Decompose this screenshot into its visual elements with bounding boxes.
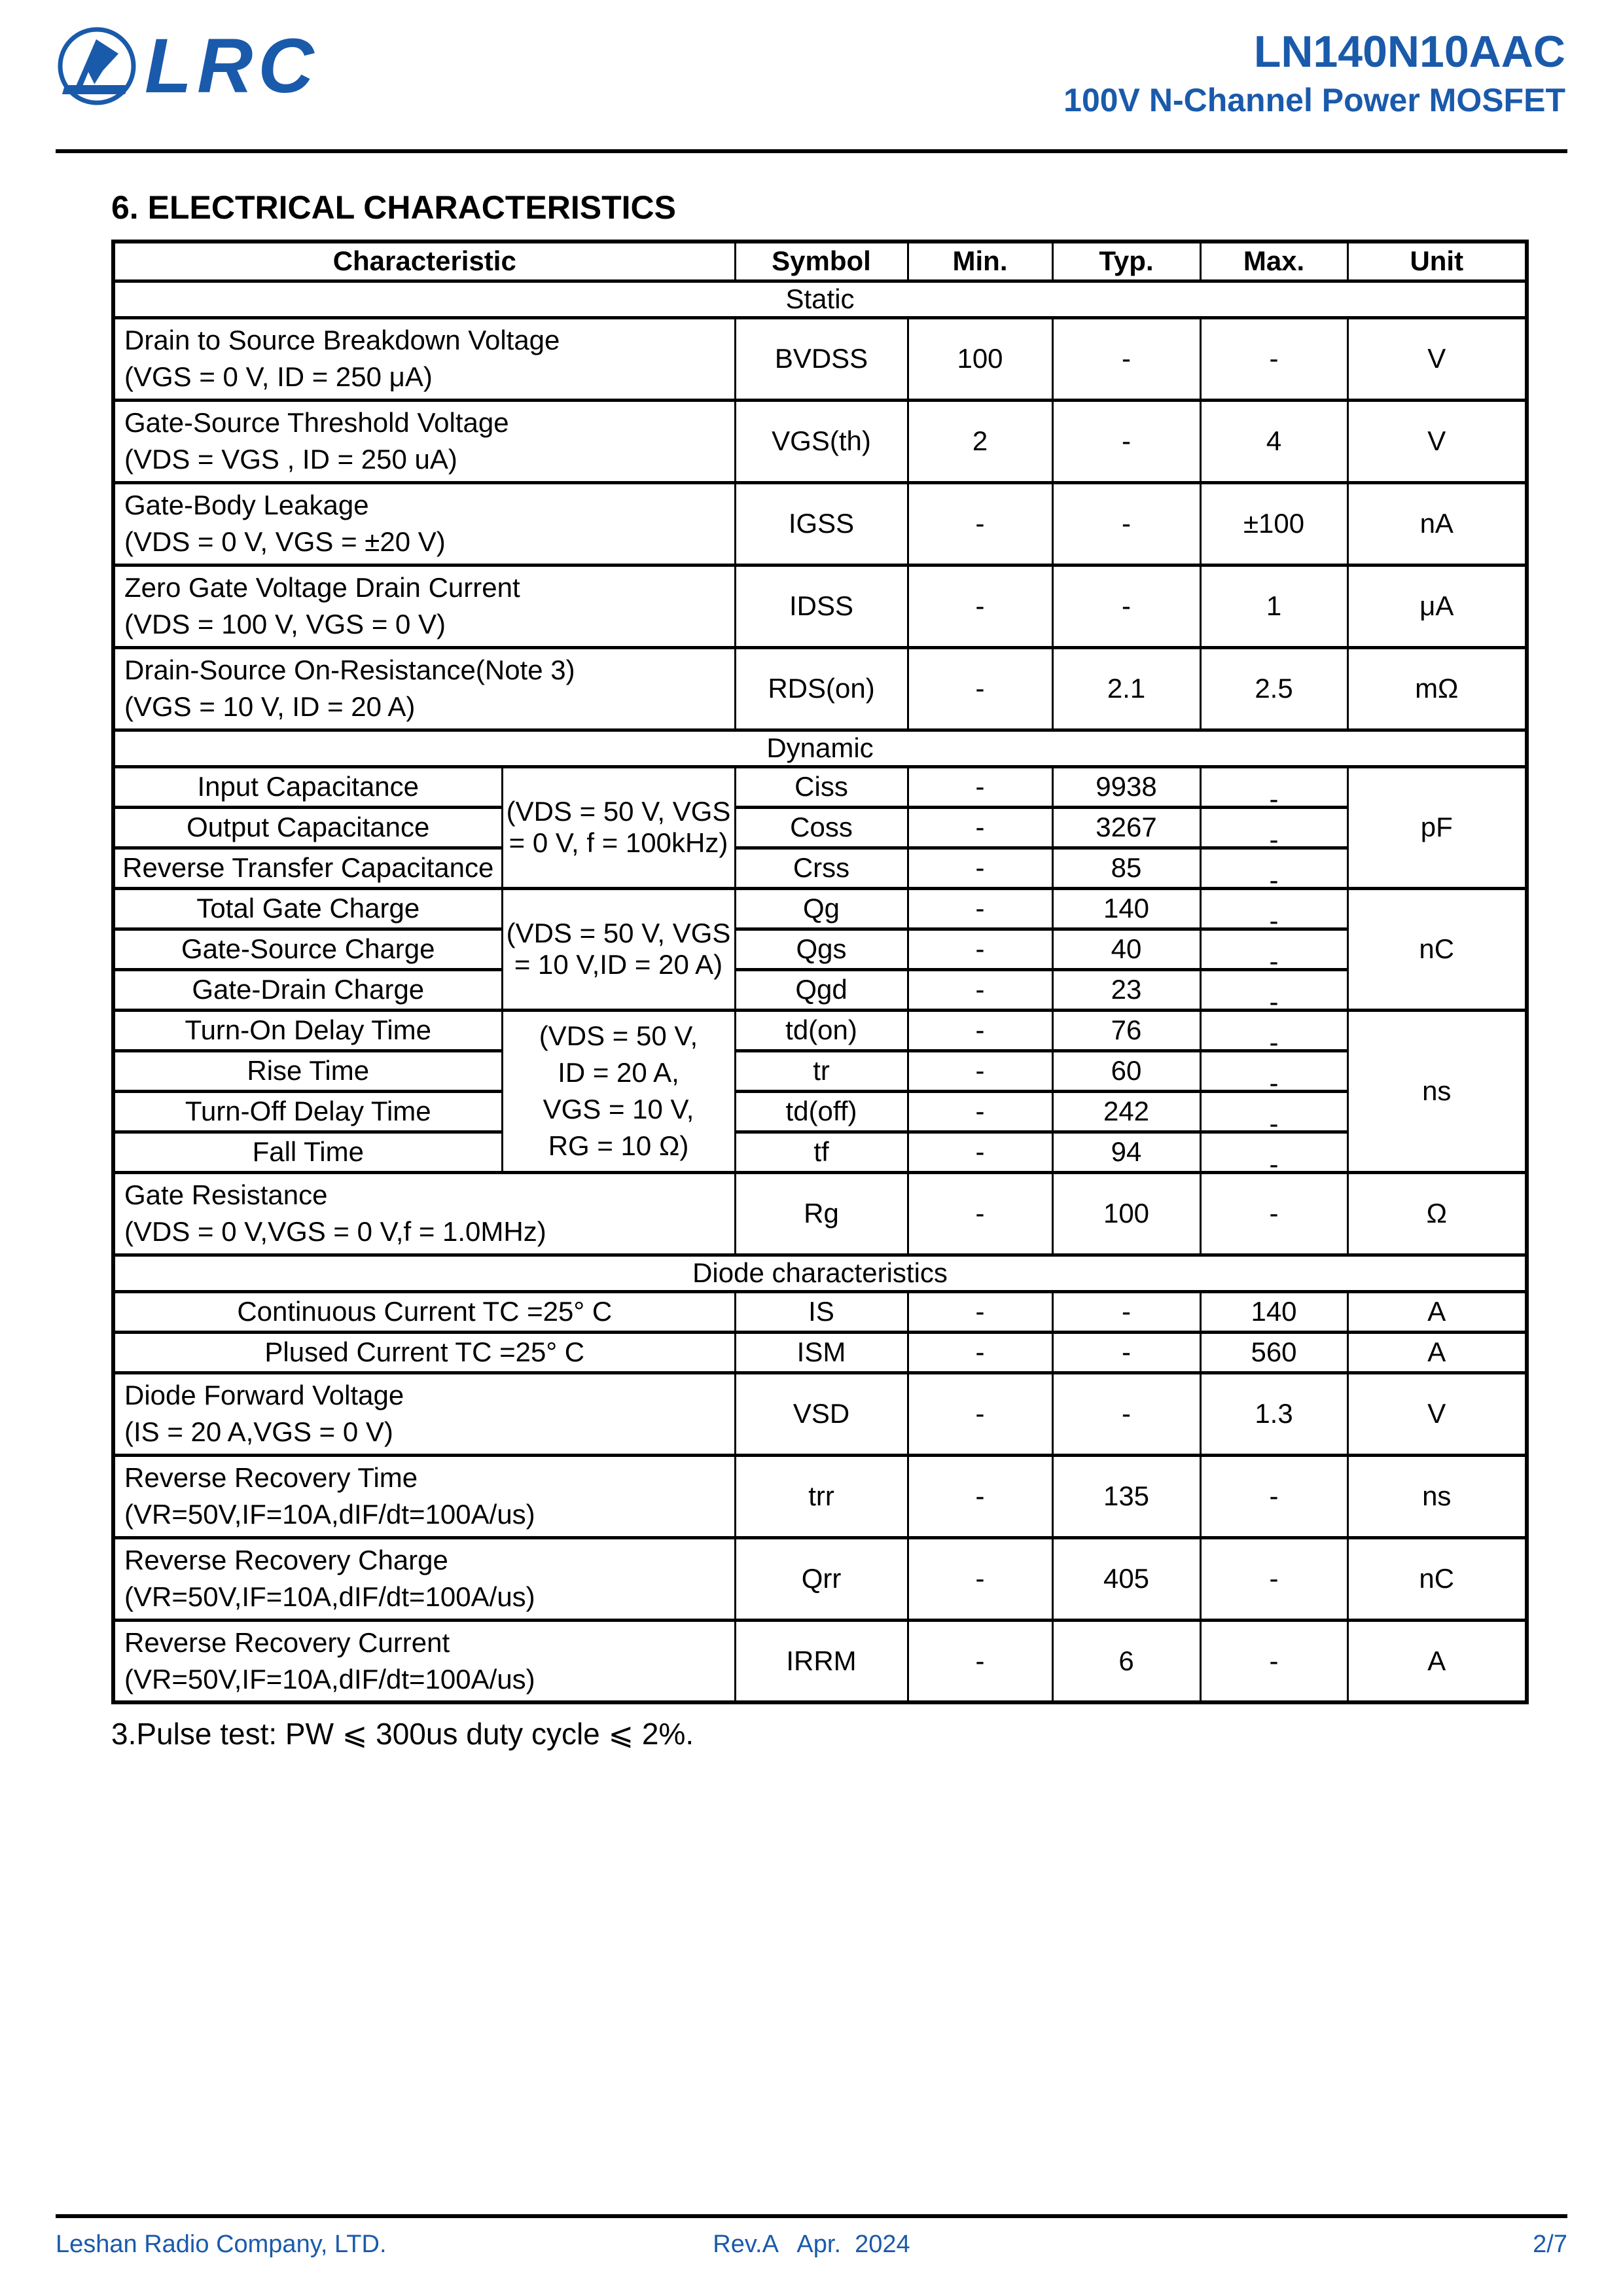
min-cell: - — [908, 1291, 1052, 1332]
max-cell: - — [1200, 1620, 1347, 1702]
table-row — [113, 1132, 1527, 1172]
characteristic-cell — [113, 565, 735, 647]
table-row — [113, 1332, 1527, 1372]
condition-cell — [502, 888, 735, 1010]
characteristic-condition: (VDS = 0 V,VGS = 0 V,f = 1.0MHz) — [124, 1216, 546, 1247]
max-cell: - — [1200, 1172, 1347, 1255]
section-row-diode — [113, 1255, 1527, 1291]
typ-cell: 9938 — [1052, 766, 1200, 807]
characteristic-name: Gate-Source Threshold Voltage — [124, 407, 509, 438]
characteristic-name: Reverse Recovery Time — [124, 1462, 418, 1493]
characteristic-cell — [113, 1172, 735, 1255]
min-cell: - — [908, 807, 1052, 848]
min-cell: - — [908, 565, 1052, 647]
table-header-row — [113, 242, 1527, 281]
characteristic-name-cell: Turn-On Delay Time — [113, 1010, 502, 1050]
typ-cell: - — [1052, 565, 1200, 647]
max-value: - — [1269, 946, 1279, 969]
unit-cell: A — [1347, 1620, 1527, 1702]
min-cell: - — [908, 888, 1052, 929]
characteristic-condition: (IS = 20 A,VGS = 0 V) — [124, 1416, 393, 1447]
unit-cell: V — [1347, 400, 1527, 482]
table-row — [113, 929, 1527, 969]
symbol-cell: Qgd — [735, 969, 908, 1010]
footer-page-number: 2/7 — [1533, 2231, 1567, 2258]
unit-cell: A — [1347, 1291, 1527, 1332]
unit-cell: ns — [1347, 1010, 1527, 1172]
section-row-dynamic — [113, 730, 1527, 766]
condition-line: (VDS = 50 V, — [539, 1020, 698, 1051]
condition-line: VGS = 10 V, — [543, 1094, 694, 1124]
max-value: - — [1269, 905, 1279, 929]
characteristic-cell — [113, 1372, 735, 1455]
max-cell — [1200, 1091, 1347, 1132]
characteristic-name-cell: Total Gate Charge — [113, 888, 502, 929]
main-content — [111, 188, 1525, 1751]
symbol-cell: ISM — [735, 1332, 908, 1372]
page-subtitle: 100V N-Channel Power MOSFET — [1063, 81, 1565, 118]
condition-line: = 10 V,ID = 20 A) — [514, 949, 723, 980]
characteristic-name: Drain-Source On-Resistance(Note 3) — [124, 655, 575, 685]
unit-cell: mΩ — [1347, 647, 1527, 730]
max-cell — [1200, 969, 1347, 1010]
max-cell: 140 — [1200, 1291, 1347, 1332]
max-cell: 4 — [1200, 400, 1347, 482]
condition-line: = 0 V, f = 100kHz) — [508, 827, 728, 858]
unit-cell: ns — [1347, 1455, 1527, 1537]
characteristic-condition: (VDS = 100 V, VGS = 0 V) — [124, 609, 446, 639]
typ-cell: - — [1052, 400, 1200, 482]
symbol-cell: IRRM — [735, 1620, 908, 1702]
max-value: - — [1269, 986, 1279, 1010]
symbol-cell: td(on) — [735, 1010, 908, 1050]
brand-text: LRC — [145, 23, 319, 109]
col-header-min: Min. — [908, 242, 1052, 281]
max-value: - — [1269, 1108, 1279, 1132]
typ-cell: - — [1052, 1291, 1200, 1332]
unit-cell: Ω — [1347, 1172, 1527, 1255]
company-logo — [56, 25, 319, 107]
table-row — [113, 1620, 1527, 1702]
min-cell: - — [908, 482, 1052, 565]
characteristic-name-cell: Fall Time — [113, 1132, 502, 1172]
condition-line: (VDS = 50 V, VGS — [506, 918, 731, 948]
table-row — [113, 848, 1527, 888]
pulse-test-note: 3.Pulse test: PW ⩽ 300us duty cycle ⩽ 2%. — [111, 1717, 694, 1751]
symbol-cell: IDSS — [735, 565, 908, 647]
symbol-cell: Qgs — [735, 929, 908, 969]
header-rule — [56, 149, 1567, 153]
table-row — [113, 1291, 1527, 1332]
symbol-cell: tf — [735, 1132, 908, 1172]
max-cell: 1.3 — [1200, 1372, 1347, 1455]
max-cell: ±100 — [1200, 482, 1347, 565]
min-cell: - — [908, 1091, 1052, 1132]
symbol-cell: VSD — [735, 1372, 908, 1455]
typ-cell: - — [1052, 317, 1200, 400]
typ-cell: 2.1 — [1052, 647, 1200, 730]
condition-line: ID = 20 A, — [558, 1057, 679, 1088]
min-cell: 2 — [908, 400, 1052, 482]
part-number: LN140N10AAC — [1253, 27, 1565, 77]
max-cell: 1 — [1200, 565, 1347, 647]
typ-cell: - — [1052, 1332, 1200, 1372]
max-cell — [1200, 807, 1347, 848]
typ-cell: 135 — [1052, 1455, 1200, 1537]
characteristic-name: Gate-Body Leakage — [124, 490, 369, 520]
section-label: Dynamic — [113, 730, 1527, 766]
characteristic-cell — [113, 317, 735, 400]
min-cell: - — [908, 1332, 1052, 1372]
min-cell: - — [908, 1620, 1052, 1702]
max-cell: 2.5 — [1200, 647, 1347, 730]
condition-line: (VDS = 50 V, VGS — [506, 796, 731, 827]
unit-cell: A — [1347, 1332, 1527, 1372]
max-cell — [1200, 888, 1347, 929]
max-value: - — [1269, 1067, 1279, 1091]
col-header-max: Max. — [1200, 242, 1347, 281]
table-row — [113, 1050, 1527, 1091]
characteristic-cell: Plused Current TC =25° C — [113, 1332, 735, 1372]
max-value: - — [1269, 1027, 1279, 1050]
table-row — [113, 1010, 1527, 1050]
characteristic-cell — [113, 647, 735, 730]
min-cell: - — [908, 1537, 1052, 1620]
typ-cell: 3267 — [1052, 807, 1200, 848]
unit-cell: μA — [1347, 565, 1527, 647]
max-cell — [1200, 929, 1347, 969]
section-label: Static — [113, 281, 1527, 317]
typ-cell: - — [1052, 1372, 1200, 1455]
min-cell: - — [908, 1050, 1052, 1091]
characteristic-name: Reverse Recovery Charge — [124, 1545, 448, 1575]
max-value: - — [1269, 824, 1279, 848]
symbol-cell: Ciss — [735, 766, 908, 807]
characteristic-condition: (VR=50V,IF=10A,dIF/dt=100A/us) — [124, 1499, 535, 1530]
table-row — [113, 400, 1527, 482]
min-cell: - — [908, 647, 1052, 730]
symbol-cell: trr — [735, 1455, 908, 1537]
table-row — [113, 1537, 1527, 1620]
typ-cell: 76 — [1052, 1010, 1200, 1050]
max-cell: - — [1200, 1455, 1347, 1537]
characteristic-name: Reverse Recovery Current — [124, 1626, 450, 1658]
col-header-unit: Unit — [1347, 242, 1527, 281]
unit-cell: nC — [1347, 1537, 1527, 1620]
typ-cell: 100 — [1052, 1172, 1200, 1255]
max-cell — [1200, 1132, 1347, 1172]
symbol-cell: Rg — [735, 1172, 908, 1255]
characteristic-cell — [113, 1620, 735, 1702]
header-titles — [1063, 27, 1565, 120]
typ-cell: 94 — [1052, 1132, 1200, 1172]
max-cell — [1200, 1010, 1347, 1050]
characteristic-name: Gate Resistance — [124, 1179, 328, 1210]
max-cell — [1200, 766, 1347, 807]
symbol-cell: IS — [735, 1291, 908, 1332]
min-cell: - — [908, 1132, 1052, 1172]
condition-cell — [502, 1010, 735, 1172]
symbol-cell: Crss — [735, 848, 908, 888]
typ-cell: 60 — [1052, 1050, 1200, 1091]
table-row — [113, 1455, 1527, 1537]
typ-cell: - — [1052, 482, 1200, 565]
typ-cell: 23 — [1052, 969, 1200, 1010]
characteristic-condition: (VGS = 10 V, ID = 20 A) — [124, 691, 416, 722]
condition-cell — [502, 766, 735, 888]
characteristic-name: Diode Forward Voltage — [124, 1380, 404, 1410]
symbol-cell: IGSS — [735, 482, 908, 565]
min-cell: - — [908, 1455, 1052, 1537]
characteristic-name-cell: Gate-Source Charge — [113, 929, 502, 969]
symbol-cell: Coss — [735, 807, 908, 848]
unit-cell: pF — [1347, 766, 1527, 888]
characteristic-name-cell: Input Capacitance — [113, 766, 502, 807]
footer — [56, 2231, 1567, 2259]
unit-cell: V — [1347, 317, 1527, 400]
characteristic-name: Drain to Source Breakdown Voltage — [124, 325, 560, 355]
table-row — [113, 317, 1527, 400]
max-cell — [1200, 848, 1347, 888]
typ-cell: 85 — [1052, 848, 1200, 888]
max-cell — [1200, 1050, 1347, 1091]
max-cell: - — [1200, 317, 1347, 400]
characteristic-condition: (VR=50V,IF=10A,dIF/dt=100A/us) — [124, 1663, 535, 1695]
unit-cell: V — [1347, 1372, 1527, 1455]
symbol-cell: Qrr — [735, 1537, 908, 1620]
table-row — [113, 766, 1527, 807]
footer-rule — [56, 2214, 1567, 2218]
characteristic-cell — [113, 400, 735, 482]
characteristic-condition: (VDS = VGS , ID = 250 uA) — [124, 444, 457, 475]
section-title: 6. ELECTRICAL CHARACTERISTICS — [111, 189, 677, 226]
characteristic-cell — [113, 1537, 735, 1620]
typ-cell: 242 — [1052, 1091, 1200, 1132]
min-cell: - — [908, 848, 1052, 888]
table-row — [113, 647, 1527, 730]
col-header-symbol: Symbol — [735, 242, 908, 281]
symbol-cell: td(off) — [735, 1091, 908, 1132]
table-row — [113, 1172, 1527, 1255]
characteristic-condition: (VDS = 0 V, VGS = ±20 V) — [124, 526, 446, 557]
min-cell: - — [908, 766, 1052, 807]
footer-company: Leshan Radio Company, LTD. — [56, 2231, 387, 2258]
characteristic-name-cell: Output Capacitance — [113, 807, 502, 848]
condition-line: RG = 10 Ω) — [548, 1130, 689, 1161]
col-header-typ: Typ. — [1052, 242, 1200, 281]
table-row — [113, 482, 1527, 565]
symbol-cell: tr — [735, 1050, 908, 1091]
max-value: - — [1269, 1149, 1279, 1172]
characteristic-cell: Continuous Current TC =25° C — [113, 1291, 735, 1332]
electrical-characteristics-table — [111, 240, 1529, 1704]
max-cell: - — [1200, 1537, 1347, 1620]
characteristic-name-cell: Rise Time — [113, 1050, 502, 1091]
table-row — [113, 969, 1527, 1010]
col-header-characteristic: Characteristic — [113, 242, 735, 281]
unit-cell: nC — [1347, 888, 1527, 1010]
section-label: Diode characteristics — [113, 1255, 1527, 1291]
symbol-cell: BVDSS — [735, 317, 908, 400]
table-row — [113, 1372, 1527, 1455]
characteristic-cell — [113, 1455, 735, 1537]
characteristic-cell — [113, 482, 735, 565]
table-row — [113, 807, 1527, 848]
max-value: - — [1269, 783, 1279, 807]
symbol-cell: VGS(th) — [735, 400, 908, 482]
min-cell: - — [908, 1010, 1052, 1050]
footer-revision: Rev.A Apr. 2024 — [713, 2231, 910, 2258]
characteristic-condition: (VGS = 0 V, ID = 250 μA) — [124, 361, 433, 392]
characteristic-name: Zero Gate Voltage Drain Current — [124, 572, 520, 603]
table-row — [113, 888, 1527, 929]
min-cell: - — [908, 969, 1052, 1010]
max-value: - — [1269, 865, 1279, 888]
table-row — [113, 565, 1527, 647]
characteristic-condition: (VR=50V,IF=10A,dIF/dt=100A/us) — [124, 1581, 535, 1612]
min-cell: - — [908, 1372, 1052, 1455]
symbol-cell: RDS(on) — [735, 647, 908, 730]
max-cell: 560 — [1200, 1332, 1347, 1372]
characteristic-name-cell: Gate-Drain Charge — [113, 969, 502, 1010]
typ-cell: 40 — [1052, 929, 1200, 969]
characteristic-name-cell: Turn-Off Delay Time — [113, 1091, 502, 1132]
characteristic-name-cell: Reverse Transfer Capacitance — [113, 848, 502, 888]
typ-cell: 6 — [1052, 1620, 1200, 1702]
unit-cell: nA — [1347, 482, 1527, 565]
min-cell: - — [908, 929, 1052, 969]
section-row-static — [113, 281, 1527, 317]
symbol-cell: Qg — [735, 888, 908, 929]
table-row — [113, 1091, 1527, 1132]
typ-cell: 140 — [1052, 888, 1200, 929]
typ-cell: 405 — [1052, 1537, 1200, 1620]
lrc-logo-icon — [56, 25, 138, 107]
min-cell: - — [908, 1172, 1052, 1255]
min-cell: 100 — [908, 317, 1052, 400]
